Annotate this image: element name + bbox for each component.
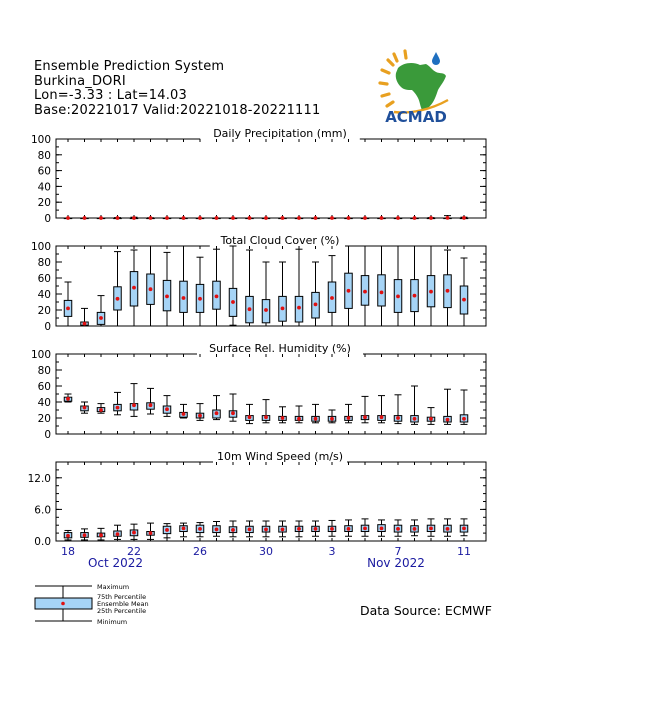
panel-1-mean-marker: [363, 216, 367, 220]
panel-3-mean-marker: [314, 417, 318, 421]
panel-1-mean-marker: [380, 216, 384, 220]
panel-4-mean-marker: [116, 532, 120, 536]
panel-1-mean-marker: [314, 216, 318, 220]
panel-2-mean-marker: [198, 297, 202, 301]
panel-1-mean-marker: [281, 216, 285, 220]
panel-1-mean-marker: [330, 216, 334, 220]
panel-1-mean-marker: [264, 216, 268, 220]
panel-3-mean-marker: [264, 415, 268, 419]
panel-4-mean-marker: [231, 528, 235, 532]
panel-4-ytick-label: 6.0: [34, 504, 51, 517]
panel-3-title: Surface Rel. Humidity (%): [209, 342, 351, 355]
panel-3-mean-marker: [363, 415, 367, 419]
panel-2-mean-marker: [314, 303, 318, 307]
panel-1-ytick-label: 0: [44, 213, 51, 225]
panel-1-mean-marker: [99, 216, 103, 220]
panel-4-mean-marker: [149, 531, 153, 535]
panel-2-mean-marker: [429, 290, 433, 294]
panel-4-mean-marker: [297, 527, 301, 531]
panel-1-ytick-label: 40: [37, 181, 51, 194]
legend: [34, 584, 164, 626]
panel-1-mean-marker: [116, 216, 120, 220]
panel-2-ytick-label: 100: [30, 241, 51, 253]
legend-mean-marker: [61, 602, 65, 606]
panel-1-mean-marker: [83, 216, 87, 220]
panel-1-mean-marker: [215, 216, 219, 220]
panel-3-mean-marker: [182, 412, 186, 416]
panel-3-mean-marker: [99, 408, 103, 412]
panel-4-mean-marker: [215, 528, 219, 532]
panel-2-ytick-label: 0: [44, 321, 51, 333]
panel-4-mean-marker: [347, 527, 351, 531]
panel-4-mean-marker: [314, 527, 318, 531]
logo-wordmark: ACMAD: [385, 108, 447, 126]
xaxis-day-label: 22: [127, 545, 141, 558]
panel-3-mean-marker: [165, 407, 169, 411]
panel-3-mean-marker: [347, 416, 351, 420]
panel-1-mean-marker: [165, 216, 169, 220]
header-base-valid-dates: Base:20221017 Valid:20221018-20221111: [34, 102, 321, 118]
panel-4-mean-marker: [462, 526, 466, 530]
panel-4-ytick-label: 0.0: [34, 536, 51, 548]
panel-1-mean-marker: [347, 216, 351, 220]
panel-2-mean-marker: [330, 296, 334, 300]
panel-1-mean-marker: [198, 216, 202, 220]
panel-4-mean-marker: [248, 528, 252, 532]
panel-4-mean-marker: [165, 528, 169, 532]
panel-4-mean-marker: [330, 527, 334, 531]
panel-4-mean-marker: [396, 527, 400, 531]
panel-3-mean-marker: [215, 411, 219, 415]
data-source-credit: Data Source: ECMWF: [360, 603, 492, 618]
legend-label-25th: 25th Percentile: [97, 607, 147, 615]
panel-4-ytick-label: 12.0: [27, 472, 51, 485]
xaxis-day-label: 11: [457, 545, 471, 558]
panel-4-mean-marker: [99, 533, 103, 537]
panel-3-ytick-label: 0: [44, 429, 51, 441]
panel-1-mean-marker: [446, 216, 450, 220]
panel-2-mean-marker: [83, 322, 87, 326]
header-coordinates: Lon=-3.33 : Lat=14.03: [34, 88, 187, 103]
panel-3-mean-marker: [281, 416, 285, 420]
panel-3-ytick-label: 20: [37, 413, 51, 425]
panel-1-title: Daily Precipitation (mm): [213, 127, 347, 140]
panel-3-mean-marker: [330, 417, 334, 421]
panel-4-title: 10m Wind Speed (m/s): [216, 450, 344, 463]
panel-4-mean-marker: [363, 526, 367, 530]
panel-2-mean-marker: [66, 307, 70, 311]
panel-4-frame: [56, 462, 486, 541]
panel-1-ytick-label: 60: [37, 165, 51, 178]
panel-3-mean-marker: [462, 417, 466, 421]
panel-3-mean-marker: [149, 403, 153, 407]
panel-3-mean-marker: [132, 403, 136, 407]
panel-2-mean-marker: [182, 296, 186, 300]
panel-3-mean-marker: [83, 406, 87, 410]
header-system-title: Ensemble Prediction System: [34, 59, 225, 74]
panel-3-frame: [56, 354, 486, 434]
panel-2-ytick-label: 20: [37, 305, 51, 317]
panel-2-box: [378, 275, 386, 306]
xaxis-day-label: 26: [193, 545, 207, 558]
panel-1-mean-marker: [248, 216, 252, 220]
panel-3-ytick-label: 80: [37, 365, 51, 377]
xaxis-day-label: 18: [61, 545, 75, 558]
panel-2-mean-marker: [347, 289, 351, 293]
legend-label-maximum: Maximum: [97, 584, 130, 591]
legend-label-mean: Ensemble Mean: [97, 600, 149, 608]
panel-4-mean-marker: [429, 526, 433, 530]
panel-1-mean-marker: [149, 216, 153, 220]
panel-1-frame: [56, 139, 486, 218]
panel-2-mean-marker: [396, 295, 400, 299]
panel-2-title: Total Cloud Cover (%): [220, 234, 340, 247]
panel-4-mean-marker: [66, 534, 70, 538]
panel-4-mean-marker: [198, 527, 202, 531]
panel-3-mean-marker: [380, 415, 384, 419]
panel-4-mean-marker: [264, 528, 268, 532]
xaxis-month-label: Oct 2022: [87, 556, 144, 570]
panel-2-mean-marker: [149, 287, 153, 291]
panel-2-mean-marker: [99, 316, 103, 320]
panel-1-mean-marker: [429, 216, 433, 220]
panel-4-mean-marker: [446, 527, 450, 531]
panel-3-mean-marker: [446, 418, 450, 422]
panel-2-mean-marker: [281, 307, 285, 311]
panel-4-mean-marker: [83, 533, 87, 537]
panel-2-mean-marker: [363, 290, 367, 294]
panel-1-mean-marker: [413, 216, 417, 220]
panel-1-mean-marker: [462, 216, 466, 220]
panel-3-mean-marker: [413, 417, 417, 421]
panel-4-mean-marker: [281, 528, 285, 532]
panel-3-mean-marker: [66, 397, 70, 401]
panel-2-mean-marker: [446, 289, 450, 293]
panel-1-mean-marker: [132, 216, 136, 220]
panel-2-mean-marker: [165, 295, 169, 299]
panel-1-mean-marker: [182, 216, 186, 220]
panel-1-ytick-label: 100: [30, 134, 51, 146]
panel-3-mean-marker: [231, 411, 235, 415]
panel-1-ytick-label: 20: [37, 197, 51, 210]
header-station-name: Burkina_DORI: [34, 73, 126, 89]
panel-3-mean-marker: [248, 415, 252, 419]
panel-2-mean-marker: [264, 308, 268, 312]
panel-3-mean-marker: [297, 417, 301, 421]
panel-1-ytick-label: 80: [37, 149, 51, 162]
panel-2-mean-marker: [215, 295, 219, 299]
panel-3-mean-marker: [116, 406, 120, 410]
panel-4-mean-marker: [132, 531, 136, 535]
panel-4-mean-marker: [413, 527, 417, 531]
xaxis-month-label: Nov 2022: [367, 556, 425, 570]
panel-4-mean-marker: [182, 526, 186, 530]
panel-2-mean-marker: [297, 306, 301, 310]
legend-label-75th: 75th Percentile: [97, 593, 147, 601]
panel-2-ytick-label: 60: [37, 273, 51, 285]
panel-3-ytick-label: 40: [37, 397, 51, 409]
panel-1-mean-marker: [66, 216, 70, 220]
panel-2-mean-marker: [248, 307, 252, 311]
xaxis-day-label: 30: [259, 545, 273, 558]
panel-3-mean-marker: [198, 414, 202, 418]
panel-2-mean-marker: [231, 300, 235, 304]
panel-2-mean-marker: [116, 297, 120, 301]
xaxis-day-label: 3: [328, 545, 336, 558]
panel-2-mean-marker: [132, 286, 136, 290]
panel-1-mean-marker: [396, 216, 400, 220]
panel-2-ytick-label: 80: [37, 257, 51, 269]
xaxis-day-label: 7: [394, 545, 402, 558]
panel-3-ytick-label: 60: [37, 381, 51, 393]
panel-3-mean-marker: [396, 416, 400, 420]
panel-2-frame: [56, 246, 486, 326]
panel-1-mean-marker: [231, 216, 235, 220]
panel-2-mean-marker: [462, 298, 466, 302]
panel-2-mean-marker: [413, 294, 417, 298]
panel-3-mean-marker: [429, 417, 433, 421]
panel-4-mean-marker: [380, 526, 384, 530]
legend-label-minimum: Minimum: [97, 618, 128, 626]
panel-3-ytick-label: 100: [30, 349, 51, 361]
panel-1-mean-marker: [297, 216, 301, 220]
panel-2-ytick-label: 40: [37, 289, 51, 301]
panel-2-mean-marker: [380, 291, 384, 295]
